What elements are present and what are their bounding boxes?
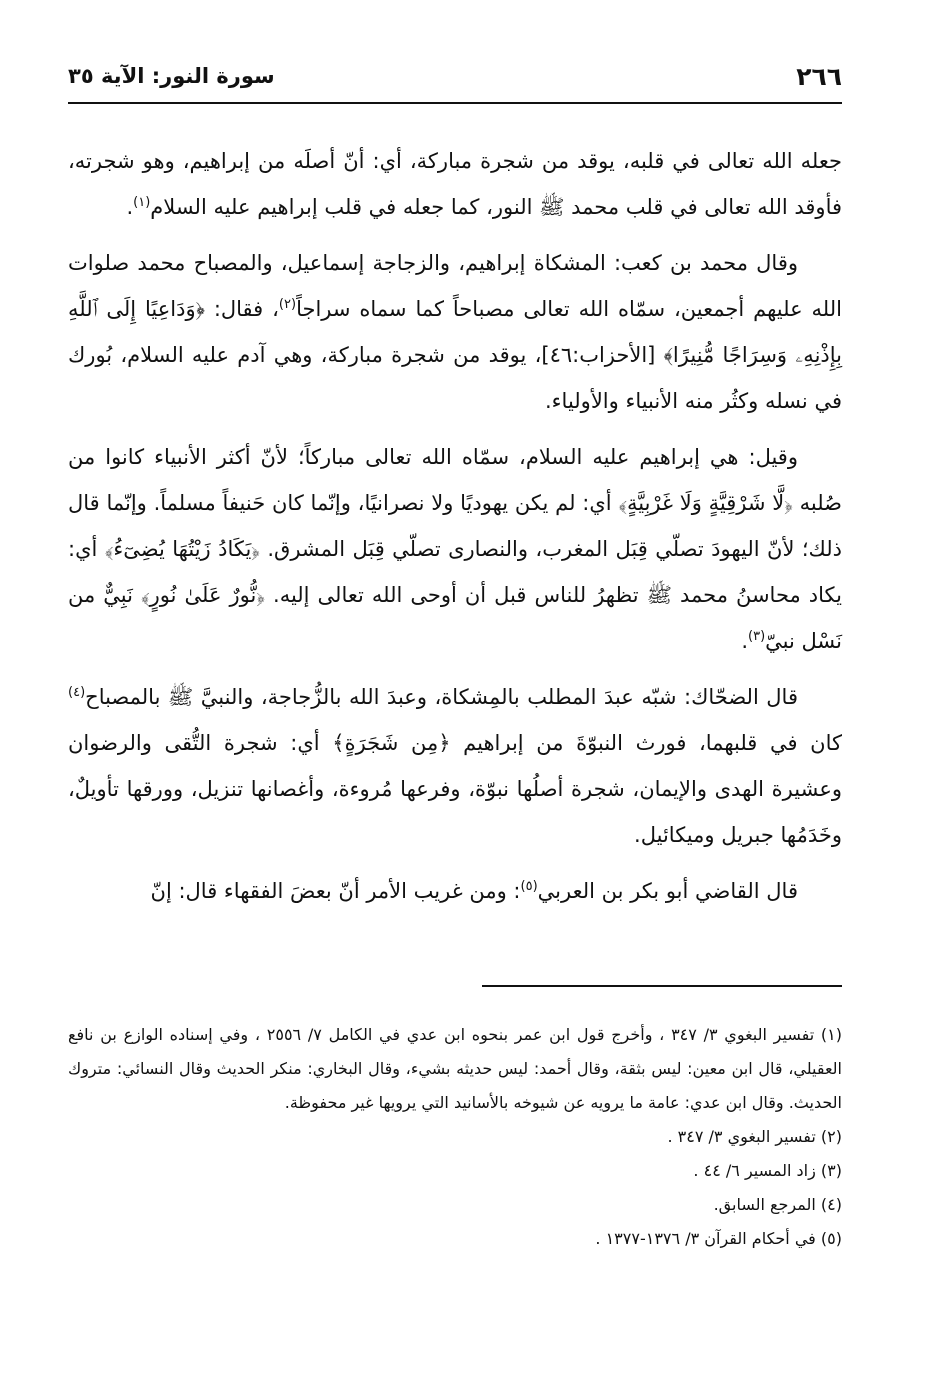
paragraph-1: جعله الله تعالى في قلبه، يوقد من شجرة مباركة، أي: أنّ أصلَه من إبراهيم، وهو شجرته، فأوقد الله تعالى في قلب محمد ﷺ النور، كما جعله في قلب إبراهيم عليه السلام$^{(١)}$. xyxy=(68,149,842,219)
footnote-4: (٤) المرجع السابق. xyxy=(713,1195,842,1214)
main-text xyxy=(68,138,842,924)
paragraph-3: وقيل: هي إبراهيم عليه السلام، سمّاه الله تعالى مباركاً؛ لأنّ أكثر الأنبياء كانوا من صُلبه ﴿لَّا شَرْقِيَّةٍ وَلَا غَرْبِيَّةٍ﴾ أي: لم يكن يهوديًا ولا نصرانيًا، وإنّما كان حَنيفاً مسلماً. وإنّما قال ذلك؛ لأنّ اليهودَ تصلّي قِبَل المغرب، والنصارى تصلّي قِبَل المشرق. ﴿يَكَادُ زَيْتُهَا يُضِىٓءُ﴾ أي: يكاد محاسنُ محمد ﷺ تظهرُ للناس قبل أن أوحى الله تعالى إليه. ﴿نُّورٌ عَلَىٰ نُورٍ﴾ نَبِيٌّ من نَسْل نبيّ$^{(٣)}$. xyxy=(68,445,842,653)
page-number: ٢٦٦ xyxy=(796,62,842,91)
footnote-divider xyxy=(482,985,842,987)
paragraph-3-text: وقيل: هي إبراهيم عليه السلام، سمّاه الله تعالى مباركاً؛ لأنّ أكثر الأنبياء كانوا من صُلبه ﴿لَّا شَرْقِيَّةٍ وَلَا غَرْبِيَّةٍ﴾ أي: لم يكن يهوديًا ولا نصرانيًا، وإنّما كان حَنيفاً مسلماً. وإنّما قال ذلك؛ لأنّ اليهودَ تصلّي قِبَل المغرب، والنصارى تصلّي قِبَل المشرق. ﴿يَكَادُ زَيْتُهَا يُضِىٓءُ﴾ أي: يكاد محاسنُ محمد ﷺ تظهرُ للناس قبل أن أوحى الله تعالى إليه. ﴿نُّورٌ عَلَىٰ نُورٍ﴾ نَبِيٌّ من نَسْل نبيّ xyxy=(68,445,842,653)
footnote-ref-3: (٣) xyxy=(748,629,766,644)
footnote-ref-2: (٢) xyxy=(278,297,297,312)
footnote-ref-4: (٤) xyxy=(68,685,86,700)
page-header xyxy=(68,62,842,100)
paragraph-4-text: قال الضحّاك: شبّه عبدَ المطلب بالمِشكاة، وعبدَ الله بالزُّجاجة، والنبيَّ ﷺ بالمصباح xyxy=(85,685,798,709)
footnote-1: (١) تفسير البغوي ٣/ ٣٤٧ ، وأخرج قول ابن عمر بنحوه ابن عدي في الكامل ٧/ ٢٥٥٦ ، وفي إسناده الوازع بن نافع العقيلي، قال ابن معين: ليس بثقة، وقال أحمد: ليس حديثه بشيء، وقال البخاري: منكر الحديث وقال النسائي: متروك الحديث. وقال ابن عدي: عامة ما يرويه عن شيوخه بالأسانيد التي يرويها غير محفوظة. xyxy=(68,1025,842,1112)
running-title: سورة النور: الآية ٣٥ xyxy=(68,64,275,88)
footnote-5: (٥) في أحكام القرآن ٣/ ١٣٧٦-١٣٧٧ . xyxy=(595,1229,842,1248)
paragraph-2 xyxy=(68,240,842,424)
paragraph-2-text: وقال محمد بن كعب: المشكاة إبراهيم، والزجاجة إسماعيل، والمصباح محمد صلوات الله عليهم أجمعين، سمّاه الله تعالى مصباحاً كما سماه سراجاً xyxy=(68,251,842,321)
paragraph-4-text-cont: كان في قلبهما، فورث النبوّةَ من إبراهيم ﴿مِن شَجَرَةٍ﴾ أي: شجرة التُّقى والرضوان وعشيرة الهدى والإيمان، شجرة أصلُها نبوّة، وفرعها مُروءة، وأغصانها تنزيل، وورقها تأويلٌ، وخَدَمُها جبريل وميكائيل. xyxy=(68,731,842,847)
paragraph-1-text: جعله الله تعالى في قلبه، يوقد من شجرة مباركة، أي: أنّ أصلَه من إبراهيم، وهو شجرته، فأوقد الله تعالى في قلب محمد ﷺ النور، كما جعله في قلب إبراهيم عليه السلام xyxy=(68,149,842,219)
paragraph-4 xyxy=(68,674,842,858)
paragraph-5-text: قال القاضي أبو بكر بن العربي xyxy=(537,879,798,903)
paragraph-2-text-cont: ، فقال: ﴿وَدَاعِيًا إِلَى ٱللَّهِ بِإِذْنِهِۦ وَسِرَاجًا مُّنِيرًا﴾ [الأحزاب:٤٦]، يوقد من شجرة مباركة، وهي آدم عليه السلام، بُورك في نسله وكثُر منه الأنبياء والأولياء. xyxy=(68,297,843,413)
footnotes xyxy=(68,1018,842,1256)
footnote-2: (٢) تفسير البغوي ٣/ ٣٤٧ . xyxy=(667,1127,842,1146)
paragraph-5 xyxy=(68,868,842,914)
footnote-ref-1: (١) xyxy=(133,195,151,210)
header-divider xyxy=(68,102,842,104)
footnote-3: (٣) زاد المسير ٦/ ٤٤ . xyxy=(693,1161,842,1180)
footnote-ref-5: (٥) xyxy=(520,879,538,894)
paragraph-5-text-cont: : ومن غريب الأمر أنّ بعضَ الفقهاء قال: إنّ xyxy=(150,879,521,903)
